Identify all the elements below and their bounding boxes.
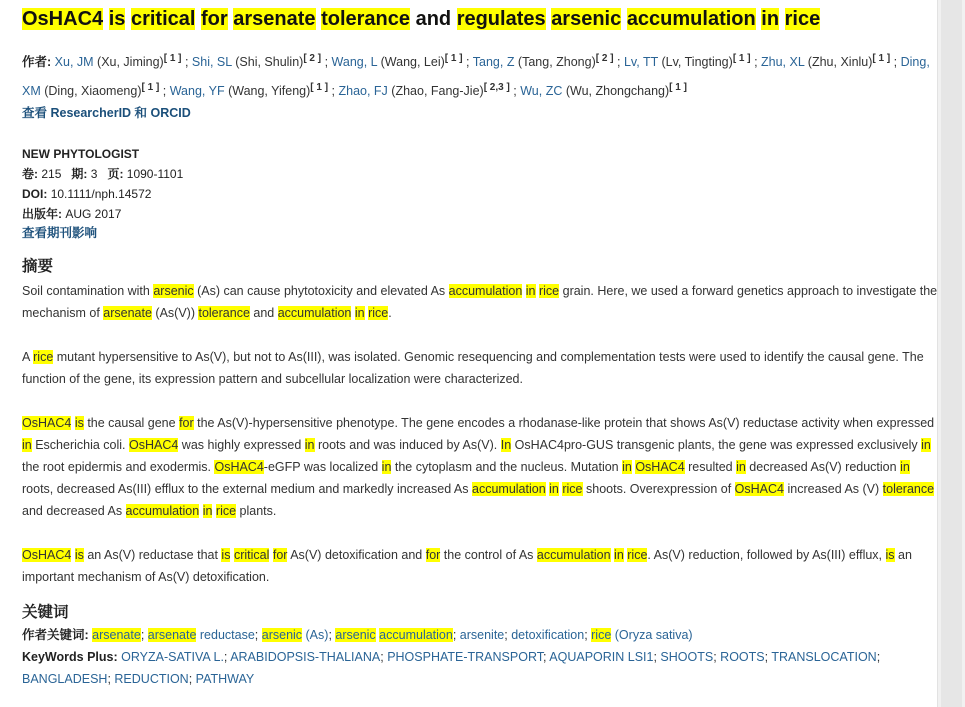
highlighted-term: accumulation	[536, 548, 611, 563]
highlighted-term: OsHAC4	[734, 482, 784, 497]
separator: ;	[713, 650, 721, 665]
separator: ;	[653, 650, 661, 665]
text-segment: the As(V)-hypersensitive phenotype. The gene encodes a rhodanase-like protein that shows As(V) reductase activity when expressed	[193, 416, 935, 431]
author-entry	[328, 84, 510, 98]
journal-impact-link[interactable]: 查看期刊影响	[22, 226, 98, 241]
author-full-name: (Tang, Zhong)	[514, 55, 596, 70]
separator: ;	[452, 628, 460, 643]
highlighted-term: is	[74, 548, 84, 563]
abstract-paragraph	[22, 346, 938, 390]
highlighted-term: rice	[591, 628, 612, 643]
author-keyword-link[interactable]	[92, 628, 141, 642]
title-highlighted-term: critical	[130, 8, 196, 30]
keywords-heading: 关键词	[22, 604, 69, 622]
separator: ;	[188, 672, 196, 687]
text-segment: the control of As	[440, 548, 537, 563]
author-full-name: (Zhu, Xinlu)	[804, 55, 873, 70]
title-highlighted-term: tolerance	[321, 8, 411, 30]
author-keyword-link[interactable]	[511, 628, 584, 642]
highlighted-term: in	[381, 460, 392, 475]
text-segment: shoots. Overexpression of	[582, 482, 735, 497]
keyword-plus-link[interactable]: PATHWAY	[195, 672, 255, 687]
volume-label: 卷:	[22, 167, 38, 182]
title-text	[621, 8, 627, 30]
text-segment: decreased As(V) reduction	[745, 460, 901, 475]
highlighted-term: rice	[627, 548, 648, 563]
author-separator: ;	[890, 55, 901, 70]
text-segment: arsenite	[459, 628, 505, 643]
authors-block	[22, 46, 938, 104]
separator: ;	[223, 650, 231, 665]
researcher-id-orcid-link[interactable]: 查看 ResearcherID 和 ORCID	[22, 106, 191, 121]
highlighted-term: accumulation	[472, 482, 546, 497]
affiliation-marker[interactable]: [ 2 ]	[595, 53, 614, 64]
text-segment: plants.	[236, 504, 277, 519]
keywords-plus-row	[22, 646, 938, 690]
title-text	[103, 8, 109, 30]
highlighted-term: accumulation	[125, 504, 200, 519]
keyword-plus-link[interactable]: BANGLADESH	[22, 672, 108, 687]
highlighted-term: for	[179, 416, 194, 431]
highlighted-term: arsenic	[335, 628, 376, 643]
highlighted-term: is	[885, 548, 895, 563]
text-segment: roots, decreased As(III) efflux to the external medium and markedly increased As	[22, 482, 472, 497]
author-entry	[182, 55, 322, 69]
highlighted-term: arsenic	[261, 628, 303, 643]
doi-value: 10.1111/nph.14572	[50, 187, 152, 202]
text-segment: roots and was induced by As(V).	[314, 438, 501, 453]
issue-label: 期:	[71, 167, 88, 182]
keyword-plus-link[interactable]: AQUAPORIN LSI1	[549, 650, 654, 665]
affiliation-marker[interactable]: [ 2,3 ]	[483, 82, 510, 94]
author-entry	[321, 55, 462, 69]
date-value: AUG 2017	[65, 207, 122, 222]
highlighted-term: rice	[33, 350, 54, 365]
text-segment: Escherichia coli.	[31, 438, 129, 453]
text-segment: increased As (V)	[784, 482, 883, 497]
separator: ;	[107, 672, 115, 687]
highlighted-term: tolerance	[198, 306, 250, 321]
highlighted-term: rice	[538, 284, 560, 299]
highlighted-term: critical	[233, 548, 270, 563]
title-highlighted-term: for	[201, 8, 228, 30]
keyword-plus-link[interactable]: ARABIDOPSIS-THALIANA	[230, 650, 381, 665]
text-segment: mutant hypersensitive to As(V), but not to As(III), was isolated. Genomic resequencing and complementation tests were used to identify the causal gene. The function of the gene, its expression pattern and subcellular localization were characterized.	[22, 350, 924, 387]
author-keywords-row	[22, 624, 938, 646]
author-link[interactable]: Xu, JM	[54, 55, 94, 70]
text-segment: the causal gene	[83, 416, 180, 431]
text-segment: .	[388, 306, 392, 321]
author-separator: ;	[321, 55, 332, 70]
text-segment: Soil contamination with	[22, 284, 154, 299]
separator: ;	[764, 650, 772, 665]
separator: ;	[380, 650, 388, 665]
text-segment: grain. Here, we used a forward genetics approach to investigate the mechanism of	[22, 284, 938, 321]
author-link[interactable]: Zhu, XL	[761, 55, 805, 70]
author-entry	[159, 84, 328, 98]
title-highlighted-term: is	[108, 8, 126, 30]
journal-info	[22, 144, 938, 242]
text-segment: -eGFP was localized	[263, 460, 382, 475]
highlighted-term: in	[304, 438, 315, 453]
keyword-plus-link[interactable]: ORYZA-SATIVA L.	[121, 650, 224, 665]
highlighted-term: OsHAC4	[635, 460, 685, 475]
keyword-plus-link[interactable]: PHOSPHATE-TRANSPORT	[387, 650, 543, 665]
scrollbar-thumb[interactable]	[941, 0, 962, 707]
highlighted-term: in	[202, 504, 213, 519]
text-segment: (As(V))	[151, 306, 199, 321]
highlighted-term: in	[622, 460, 632, 475]
affiliation-marker[interactable]: [ 1 ]	[163, 53, 182, 64]
author-full-name: (Lv, Tingting)	[658, 55, 733, 70]
highlighted-term: for	[272, 548, 288, 563]
highlighted-term: in	[354, 306, 365, 321]
affiliation-marker[interactable]: [ 1 ]	[141, 82, 160, 94]
text-segment: and	[249, 306, 278, 321]
author-separator: ;	[750, 55, 762, 70]
affiliation-marker[interactable]: [ 1 ]	[732, 53, 751, 64]
author-full-name: (Zhao, Fang-Jie)	[387, 84, 484, 99]
highlighted-term: In	[500, 438, 512, 453]
highlighted-term: rice	[215, 504, 237, 519]
author-full-name: (Wu, Zhongchang)	[562, 84, 670, 99]
highlighted-term: arsenate	[92, 628, 141, 643]
text-segment: the cytoplasm and the nucleus. Mutation	[391, 460, 623, 475]
highlighted-term: in	[921, 438, 931, 453]
highlighted-term: arsenic	[153, 284, 194, 299]
text-segment: As(V) detoxification and	[287, 548, 426, 563]
author-separator: ;	[509, 84, 521, 99]
keyword-plus-link[interactable]: REDUCTION	[114, 672, 189, 687]
affiliation-marker[interactable]: [ 1 ]	[669, 82, 687, 94]
highlighted-term: is	[74, 416, 84, 431]
affiliation-marker[interactable]: [ 1 ]	[872, 53, 891, 64]
separator: ;	[254, 628, 262, 643]
volume-issue-pages	[22, 164, 938, 184]
highlighted-term: rice	[368, 306, 389, 321]
highlighted-term: in	[22, 438, 32, 453]
text-segment: an important mechanism of As(V) detoxification.	[22, 548, 912, 585]
highlighted-term: in	[900, 460, 910, 475]
separator: ;	[140, 628, 148, 643]
abstract-paragraph	[22, 544, 938, 588]
author-full-name: (Wang, Lei)	[377, 55, 445, 70]
abstract-body	[22, 280, 938, 588]
affiliation-marker[interactable]: [ 1 ]	[444, 53, 463, 64]
title-highlighted-term: in	[761, 8, 780, 30]
text-segment: A	[22, 350, 34, 365]
abstract-heading: 摘要	[22, 258, 54, 276]
highlighted-term: OsHAC4	[22, 416, 72, 431]
vertical-scrollbar[interactable]	[937, 0, 965, 707]
title-text	[779, 8, 785, 30]
highlighted-term: in	[549, 482, 559, 497]
keyword-plus-link[interactable]: ROOTS	[720, 650, 765, 665]
text-segment: and decreased As	[22, 504, 126, 519]
highlighted-term: in	[525, 284, 536, 299]
author-full-name: (Ding, Xiaomeng)	[40, 84, 142, 99]
affiliation-marker[interactable]: [ 2 ]	[303, 53, 322, 64]
text-segment: OsHAC4pro-GUS transgenic plants, the gene was expressed exclusively	[511, 438, 922, 453]
author-separator: ;	[159, 84, 170, 99]
text-segment: detoxification	[511, 628, 585, 643]
text-segment: (As) can cause phytotoxicity and elevated As	[193, 284, 449, 299]
author-link[interactable]: Wang, L	[331, 55, 378, 70]
abstract-paragraph	[22, 412, 938, 522]
highlighted-term: OsHAC4	[214, 460, 264, 475]
pages-label: 页:	[107, 167, 124, 182]
title-highlighted-term: rice	[784, 8, 821, 30]
date-row	[22, 204, 938, 224]
title-text: and	[410, 8, 457, 30]
separator: ;	[328, 628, 336, 643]
article-title	[22, 0, 938, 32]
text-segment: resulted	[684, 460, 737, 475]
author-entry	[614, 55, 751, 69]
author-link[interactable]: Zhao, FJ	[338, 84, 388, 99]
highlighted-term: accumulation	[277, 306, 352, 321]
highlighted-term: accumulation	[448, 284, 523, 299]
keyword-plus-link[interactable]: SHOOTS	[660, 650, 714, 665]
keyword-plus-link[interactable]: TRANSLOCATION	[771, 650, 877, 665]
author-link[interactable]: Tang, Z	[472, 55, 515, 70]
text-segment: the root epidermis and exodermis.	[22, 460, 215, 475]
highlighted-term: arsenate	[147, 628, 197, 643]
separator: ;	[584, 628, 592, 643]
abstract-paragraph	[22, 280, 938, 324]
author-keyword-link[interactable]	[262, 628, 329, 642]
title-highlighted-term: regulates	[456, 8, 546, 30]
pages-value: 1090-1101	[126, 167, 184, 182]
text-segment: (As)	[302, 628, 329, 643]
author-keywords-label: 作者关键词:	[22, 628, 89, 643]
author-separator: ;	[328, 84, 339, 99]
highlighted-term: OsHAC4	[129, 438, 179, 453]
text-segment: (Oryza sativa)	[611, 628, 693, 643]
author-link[interactable]: Lv, TT	[623, 55, 658, 70]
author-entry	[751, 55, 891, 69]
author-separator: ;	[181, 55, 192, 70]
issue-value: 3	[90, 167, 98, 182]
separator: ;	[543, 650, 550, 665]
date-label: 出版年:	[22, 207, 62, 222]
title-highlighted-term: OsHAC4	[22, 8, 104, 30]
title-highlighted-term: accumulation	[626, 8, 756, 30]
author-keyword-link[interactable]	[460, 628, 504, 642]
highlighted-term: in	[614, 548, 624, 563]
text-segment: reductase	[196, 628, 255, 643]
highlighted-term: accumulation	[379, 628, 453, 643]
author-link[interactable]: Wang, YF	[169, 84, 225, 99]
authors-label: 作者:	[22, 55, 52, 70]
text-segment: an As(V) reductase that	[83, 548, 222, 563]
author-full-name: (Xu, Jiming)	[93, 55, 164, 70]
highlighted-term: OsHAC4	[22, 548, 72, 563]
highlighted-term: rice	[562, 482, 583, 497]
author-keyword-link[interactable]	[148, 628, 255, 642]
doi-row	[22, 184, 938, 204]
highlighted-term: for	[425, 548, 441, 563]
author-link[interactable]: Ding, XM	[22, 55, 930, 99]
highlighted-term: tolerance	[882, 482, 935, 497]
keywords-plus-label: KeyWords Plus:	[22, 650, 118, 665]
text-segment: was highly expressed	[178, 438, 305, 453]
author-separator: ;	[613, 55, 624, 70]
title-highlighted-term: arsenate	[233, 8, 316, 30]
author-keyword-link[interactable]	[335, 628, 452, 642]
journal-name: NEW PHYTOLOGIST	[22, 147, 140, 162]
author-entry	[55, 55, 182, 69]
author-full-name: (Shi, Shulin)	[231, 55, 304, 70]
separator: ;	[876, 650, 881, 665]
separator: ;	[504, 628, 512, 643]
highlighted-term: is	[221, 548, 231, 563]
author-entry	[463, 55, 614, 69]
author-keyword-link[interactable]	[591, 628, 692, 642]
author-full-name: (Wang, Yifeng)	[224, 84, 311, 99]
title-highlighted-term: arsenic	[551, 8, 622, 30]
text-segment: . As(V) reduction, followed by As(III) efflux,	[647, 548, 886, 563]
author-link[interactable]: Shi, SL	[191, 55, 232, 70]
author-link[interactable]: Wu, ZC	[520, 84, 563, 99]
doi-label: DOI:	[22, 187, 48, 202]
highlighted-term: arsenate	[103, 306, 152, 321]
highlighted-term: in	[736, 460, 746, 475]
affiliation-marker[interactable]: [ 1 ]	[310, 82, 329, 94]
volume-value: 215	[41, 167, 62, 182]
author-entry	[510, 84, 687, 98]
author-separator: ;	[462, 55, 473, 70]
